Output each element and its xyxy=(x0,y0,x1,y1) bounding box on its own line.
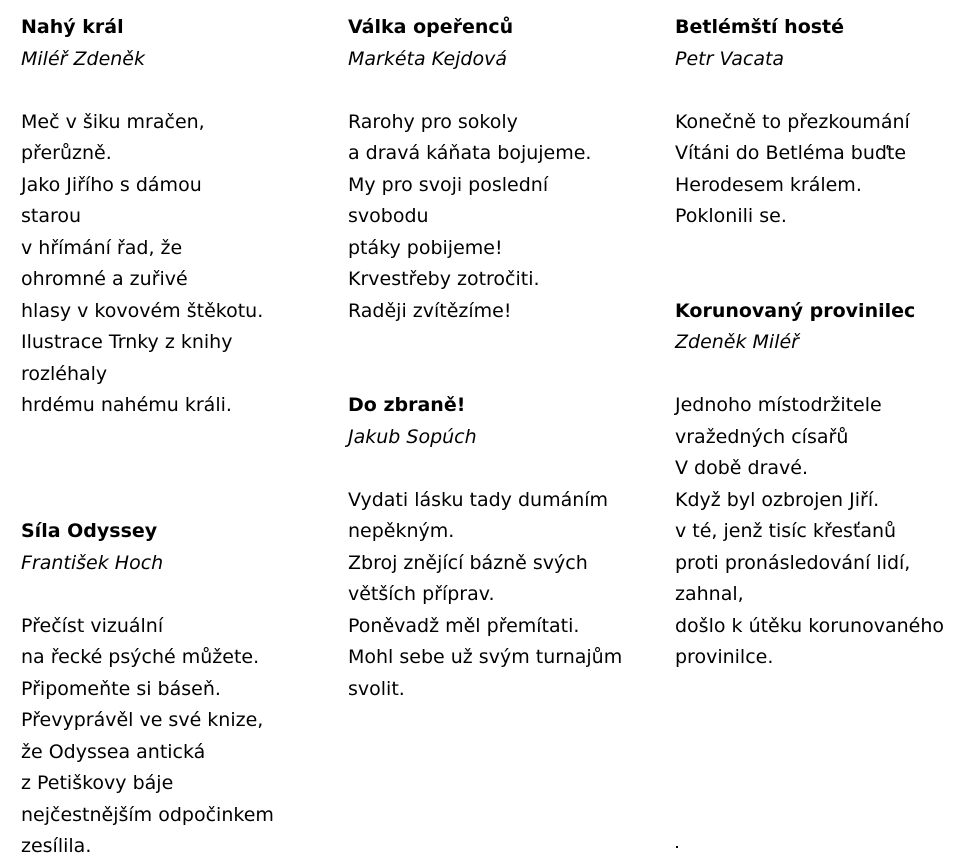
poem-author: Miléř Zdeněk xyxy=(21,47,145,70)
column-right xyxy=(675,12,975,674)
poem-line: Převyprávěl ve své knize, xyxy=(21,709,264,731)
poem-line: My pro svoji poslední xyxy=(348,173,549,196)
poem-line: zesílila. xyxy=(21,835,92,857)
poem-line: Rarohy pro sokoly xyxy=(348,110,518,133)
blank-line xyxy=(675,75,975,107)
poem-line: ptáky pobijeme! xyxy=(348,236,503,259)
poem-author: Markéta Kejdová xyxy=(348,47,507,70)
poem-line: proti pronásledování lidí, xyxy=(675,551,911,574)
column-left xyxy=(21,12,331,863)
poem-line: Konečně to přezkoumání xyxy=(675,110,910,133)
poem-line: Vydati lásku tady dumáním xyxy=(348,488,609,511)
poem-line: že Odyssea antická xyxy=(21,740,206,763)
poem-author: Jakub Sopúch xyxy=(348,425,477,448)
blank-line xyxy=(348,75,658,107)
poem-valka-operencu xyxy=(348,12,658,327)
poem-line: a dravá káňata bojujeme. xyxy=(348,142,592,164)
poem-line: Ilustrace Trnky z knihy xyxy=(21,331,233,353)
poem-author: Zdeněk Miléř xyxy=(675,331,799,353)
poem-line: vražedných císařů xyxy=(675,425,849,448)
poem-line: v té, jenž tisíc křesťanů xyxy=(675,520,897,542)
poem-line: svobodu xyxy=(348,205,429,227)
poem-line: zahnal, xyxy=(675,583,744,605)
blank-line xyxy=(675,264,975,296)
stray-dot xyxy=(676,846,678,848)
blank-line xyxy=(348,359,658,391)
poem-line: ohromné a zuřivé xyxy=(21,268,188,290)
poem-line: nepěkným. xyxy=(348,520,455,542)
poem-line: větších příprav. xyxy=(348,583,495,605)
poem-line: Vítáni do Betléma buďte xyxy=(675,142,907,164)
poem-line: z Petiškovy báje xyxy=(21,772,174,794)
poem-line: rozléhaly xyxy=(21,362,108,385)
blank-line xyxy=(21,422,331,454)
poem-nahy-kral xyxy=(21,12,331,422)
poem-line: Když byl ozbrojen Jiří. xyxy=(675,488,880,511)
blank-line xyxy=(675,233,975,265)
blank-line xyxy=(675,359,975,391)
poem-line: Krvestřeby zotročiti. xyxy=(348,268,540,290)
poem-line: provinilce. xyxy=(675,646,774,668)
blank-line xyxy=(21,453,331,485)
poem-title: Nahý král xyxy=(21,16,124,38)
blank-line xyxy=(21,75,331,107)
poem-title: Do zbraně! xyxy=(348,394,466,416)
poem-line: Jako Jiřího s dámou xyxy=(21,173,202,196)
poem-line: Raději zvítězíme! xyxy=(348,299,512,322)
poem-line: na řecké psýché můžete. xyxy=(21,646,260,668)
blank-line xyxy=(348,453,658,485)
poem-title: Válka opeřenců xyxy=(348,16,514,38)
poem-sila-odyssey xyxy=(21,516,331,863)
poem-line: hlasy v kovovém štěkotu. xyxy=(21,299,264,322)
poem-line: hrdému nahému králi. xyxy=(21,394,232,416)
poem-line: v hřímání řad, že xyxy=(21,236,183,259)
poem-author: František Hoch xyxy=(21,551,164,574)
poem-line: Přečíst vizuální xyxy=(21,614,164,637)
poem-line: Připomeňte si báseň. xyxy=(21,677,221,700)
poem-line: Poklonili se. xyxy=(675,205,787,227)
poem-title: Betlémští hosté xyxy=(675,16,845,38)
column-middle xyxy=(348,12,658,705)
poem-title: Korunovaný provinilec xyxy=(675,299,916,322)
poem-line: Herodesem králem. xyxy=(675,173,862,196)
poem-korunovany-provinilec xyxy=(675,296,975,674)
poem-line: Zbroj znějící bázně svých xyxy=(348,551,588,574)
blank-line xyxy=(21,485,331,517)
blank-line xyxy=(21,579,331,611)
poem-betlemsti-hoste xyxy=(675,12,975,233)
poem-line: došlo k útěku korunovaného xyxy=(675,614,945,637)
poem-line: přerůzně. xyxy=(21,142,112,164)
poem-author: Petr Vacata xyxy=(675,47,785,70)
poem-line: svolit. xyxy=(348,677,405,700)
poem-line: V době dravé. xyxy=(675,457,808,479)
poem-line: Poněvadž měl přemítati. xyxy=(348,614,580,637)
poem-line: nejčestnějším odpočinkem xyxy=(21,803,274,826)
poem-line: Mohl sebe už svým turnajům xyxy=(348,646,623,668)
poem-do-zbrane xyxy=(348,390,658,705)
blank-line xyxy=(348,327,658,359)
poem-title: Síla Odyssey xyxy=(21,520,158,542)
poem-line: Meč v šiku mračen, xyxy=(21,110,205,133)
poem-line: Jednoho místodržitele xyxy=(675,394,882,416)
poem-line: starou xyxy=(21,205,82,227)
